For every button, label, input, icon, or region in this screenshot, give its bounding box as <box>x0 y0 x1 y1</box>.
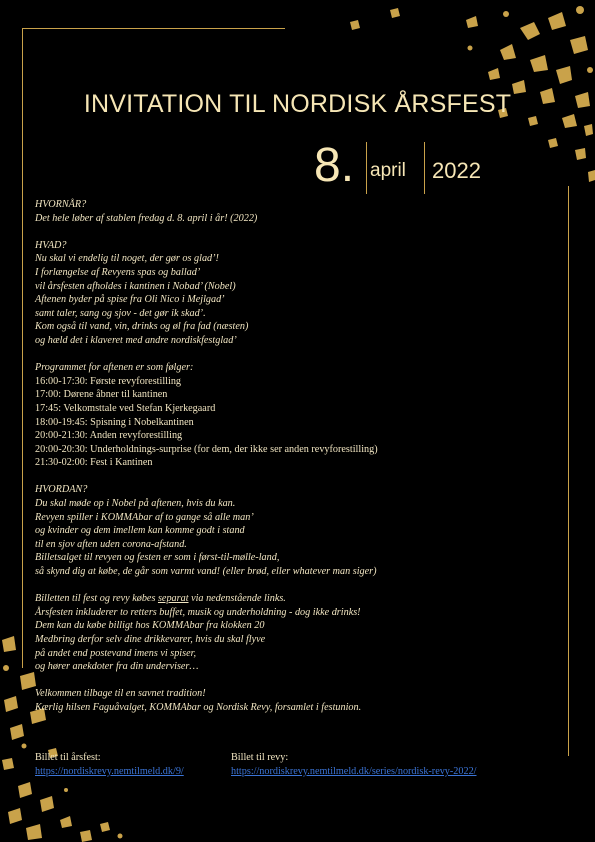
program-item: 18:00-19:45: Spisning i Nobelkantinen <box>35 416 194 428</box>
how-line: Billetsalget til revyen og festen er som i først-til-mølle-land, <box>35 552 280 564</box>
tickets-info-line: Dem kan du købe billigt hos KOMMAbar fra klokken 20 <box>35 620 265 632</box>
what-line: Kom også til vand, vin, drinks og øl fra fad (næsten) <box>35 321 249 333</box>
date-month: april <box>370 160 406 181</box>
program-item: 17:00: Dørene åbner til kantinen <box>35 389 168 401</box>
how-line: Du skal møde op i Nobel på aftenen, hvis du kan. <box>35 498 236 510</box>
program-item: 21:30-02:00: Fest i Kantinen <box>35 457 153 469</box>
date-divider <box>424 142 425 194</box>
what-line: Aftenen byder på spise fra Oli Nico i Mejlgad’ <box>35 294 225 306</box>
invitation-title: INVITATION TIL NORDISK ÅRSFEST <box>83 90 512 118</box>
party-ticket-link[interactable]: https://nordiskrevy.nemtilmeld.dk/9/ <box>35 765 184 777</box>
program-item: 16:00-17:30: Første revyforestilling <box>35 375 182 387</box>
revy-ticket-link[interactable]: https://nordiskrevy.nemtilmeld.dk/series/nordisk-revy-2022/ <box>231 765 477 777</box>
what-line: I forlængelse af Revyens spas og ballad’ <box>35 266 201 278</box>
party-ticket <box>35 751 184 778</box>
party-ticket-label: Billet til årsfest: <box>35 752 101 763</box>
closing-line: Velkommen tilbage til en savnet tradition! <box>35 688 206 700</box>
date-day: 8. <box>314 139 355 192</box>
when-heading: HVORNÅR? <box>35 199 87 210</box>
closing-line: Kærlig hilsen Faguåvalget, KOMMAbar og Nordisk Revy, forsamlet i festunion. <box>35 701 362 713</box>
what-line: og hæld det i klaveret med andre nordiskfestglad’ <box>35 334 237 346</box>
how-heading: HVORDAN? <box>35 484 88 496</box>
date-divider <box>366 142 367 194</box>
program-intro: Programmet for aftenen er som følger: <box>35 362 194 374</box>
how-line: Revyen spiller i KOMMAbar af to gange så alle man’ <box>35 511 254 523</box>
program-item: 17:45: Velkomsttale ved Stefan Kjerkegaard <box>35 402 216 414</box>
tickets-info-line: og hører anekdoter fra din underviser… <box>35 661 199 673</box>
program-item: 20:00-21:30: Anden revyforestilling <box>35 430 183 442</box>
tickets-info-line: på andet end postevand imens vi spiser, <box>35 647 196 659</box>
program-item: 20:00-20:30: Underholdnings-surprise (for dem, der ikke ser anden revyforestilling) <box>35 443 378 455</box>
what-line: samt taler, sang og sjov - det gør ik skad’. <box>35 307 206 319</box>
how-line: til en sjov aften uden corona-afstand. <box>35 538 187 550</box>
date-year: 2022 <box>432 158 481 183</box>
invitation-body <box>35 198 555 715</box>
tickets-info-line <box>35 592 555 606</box>
how-line: så skynd dig at købe, de går som varmt vand! (eller brød, eller whatever man siger) <box>35 566 377 578</box>
tickets-info-line: Medbring derfor selv dine drikkevarer, hvis du skal flyve <box>35 634 266 645</box>
what-line: Nu skal vi endelig til noget, der gør os glad’! <box>35 253 219 265</box>
what-line: vil årsfesten afholdes i kantinen i Nobad’ (Nobel) <box>35 280 236 292</box>
what-heading: HVAD? <box>35 239 67 251</box>
tickets-info-line: Årsfesten inkluderer to retters buffet, musik og underholdning - dog ikke drinks! <box>35 606 361 618</box>
revy-ticket-label: Billet til revy: <box>231 752 289 763</box>
tickets-info-text: via nedenstående links. <box>188 593 286 605</box>
when-text: Det hele løber af stablen fredag d. 8. april i år! (2022) <box>35 212 258 224</box>
separat-emphasis: separat <box>157 593 189 605</box>
how-line: og kvinder og dem imellem kan komme godt i stand <box>35 525 245 537</box>
tickets-info-text: Billetten til fest og revy købes <box>35 593 158 605</box>
revy-ticket <box>231 751 477 778</box>
